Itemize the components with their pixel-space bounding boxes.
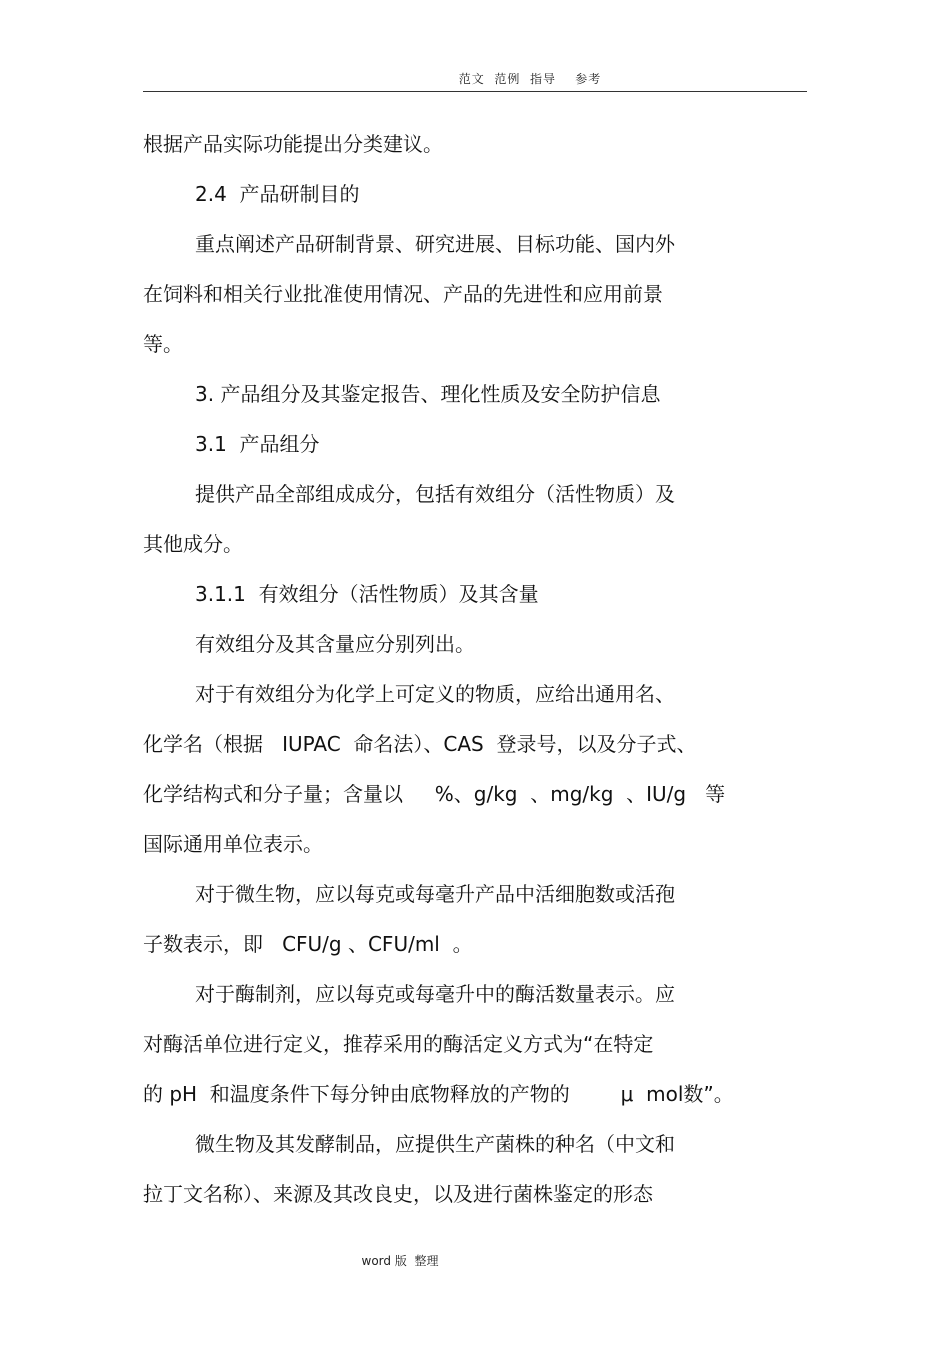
section-heading: 2.4 产品研制目的 xyxy=(195,182,360,206)
text-line: 国际通用单位表示。 xyxy=(143,832,323,856)
section-heading: 3. 产品组分及其鉴定报告、理化性质及安全防护信息 xyxy=(195,382,661,406)
text-line: 提供产品全部组成成分，包括有效组分（活性物质）及 xyxy=(195,482,675,506)
text-line: 微生物及其发酵制品，应提供生产菌株的种名（中文和 xyxy=(195,1132,675,1156)
text-line: 化学结构式和分子量；含量以 %、g/kg 、mg/kg 、IU/g 等 xyxy=(143,782,726,806)
text-line: 其他成分。 xyxy=(143,532,243,556)
header-text: 范文 范例 指导 参考 xyxy=(458,72,602,86)
text-line: 重点阐述产品研制背景、研究进展、目标功能、国内外 xyxy=(195,232,675,256)
section-heading: 3.1.1 有效组分（活性物质）及其含量 xyxy=(195,582,539,606)
section-heading: 3.1 产品组分 xyxy=(195,432,320,456)
text-line: 子数表示，即 CFU/g 、CFU/ml 。 xyxy=(143,932,473,956)
text-line: 在饲料和相关行业批准使用情况、产品的先进性和应用前景 xyxy=(143,282,663,306)
text-line: 拉丁文名称）、来源及其改良史，以及进行菌株鉴定的形态 xyxy=(143,1182,653,1206)
text-line: 对于酶制剂，应以每克或每毫升中的酶活数量表示。应 xyxy=(195,982,675,1006)
header-divider xyxy=(143,91,807,92)
text-line: 根据产品实际功能提出分类建议。 xyxy=(143,132,443,156)
text-line: 的 pH 和温度条件下每分钟由底物释放的产物的 μ mol数”。 xyxy=(143,1082,734,1106)
text-line: 有效组分及其含量应分别列出。 xyxy=(195,632,475,656)
text-line: 对酶活单位进行定义，推荐采用的酶活定义方式为“在特定 xyxy=(143,1032,654,1056)
text-line: 对于微生物，应以每克或每毫升产品中活细胞数或活孢 xyxy=(195,882,675,906)
text-line: 化学名（根据 IUPAC 命名法）、CAS 登录号，以及分子式、 xyxy=(143,732,697,756)
footer-text: word 版 整理 xyxy=(361,1254,439,1268)
text-line: 对于有效组分为化学上可定义的物质，应给出通用名、 xyxy=(195,682,675,706)
text-line: 等。 xyxy=(143,332,183,356)
